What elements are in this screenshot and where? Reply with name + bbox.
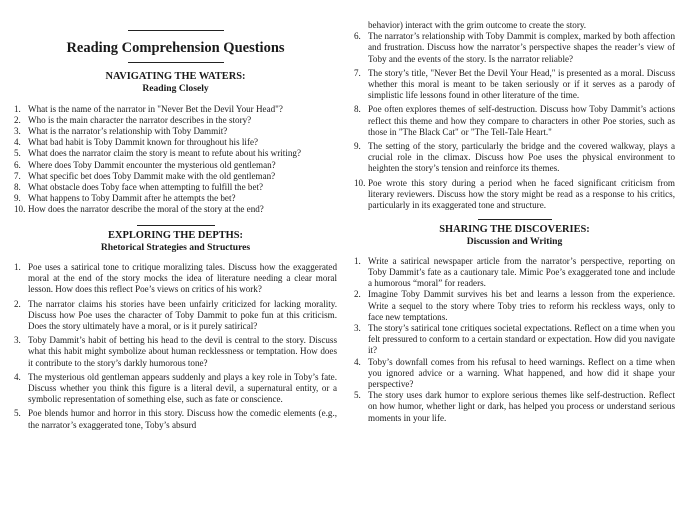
section2-subtitle: Rhetorical Strategies and Structures (100, 241, 251, 253)
list-item: 9. What happens to Toby Dammit after he attempts the bet? (14, 193, 236, 204)
section2-title: EXPLORING THE DEPTHS: (108, 229, 243, 241)
section1-subtitle: Reading Closely (142, 83, 209, 94)
list-item: 8. Poe often explores themes of self-destruction. Discuss how Toby Dammit’s actions reflect this theme and how they compare to characters in other Poe stories, such as those in "The Black Cat" or "The Tell-Tale Heart." (354, 104, 675, 137)
list-item: 4. What bad habit is Toby Dammit known for throughout his life? (14, 137, 259, 148)
list-item: 1. What is the name of the narrator in "Never Bet the Devil Your Head"? (14, 103, 283, 114)
page-title: Reading Comprehension Questions (66, 40, 285, 56)
list-item: 8. What obstacle does Toby face when attempting to fulfill the bet? (14, 181, 264, 192)
section1-title: NAVIGATING THE WATERS: (105, 71, 246, 82)
list-item: 7. The story’s title, "Never Bet the Devil Your Head," is presented as a moral. Discuss whether this moral is meant to be taken seriously or if it serves as a parody of simplistic life lessons found in other literature of the time. (354, 67, 675, 101)
section2-list-continued (354, 31, 675, 211)
list-item: 6. Where does Toby Dammit encounter the mysterious old gentleman? (14, 159, 276, 170)
section3-list (354, 256, 675, 424)
list-item: 10. Poe wrote this story during a period when he faced significant criticism from literary reviewers. Discuss how the story might be read as a response to his critics, particularly in its exaggerated tone and structure. (354, 177, 675, 211)
list-item: 4. The mysterious old gentleman appears suddenly and plays a key role in Toby’s fate. Discuss whether you think this figure is a literal devil, a supernatural entity, or a symbolic representation of something else, such as fate or conscience. (14, 371, 337, 405)
list-item: 2. The narrator claims his stories have been unfairly criticized for lacking morality. Discuss how Poe uses the character of Toby Dammit to poke fun at this criticism. Does the story ultimately have a moral, or is it purely satirical? (14, 298, 337, 332)
left-column (14, 0, 337, 431)
list-item: 4. Toby’s downfall comes from his refusal to heed warnings. Reflect on a time when you ignored advice or a warning. What happened, and how did it shape your perspective? (354, 356, 675, 389)
list-item: 3. The story’s satirical tone critiques societal expectations. Reflect on a time when you felt pressured to conform to a certain standard or expectation. How did you navigate it? (354, 322, 675, 356)
right-column (354, 0, 675, 424)
list-item: 10. How does the narrator describe the moral of the story at the end? (14, 204, 264, 215)
continued-text: behavior) interact with the grim outcome to create the story. (368, 20, 587, 30)
list-item: 2. Imagine Toby Dammit survives his bet and learns a lesson from the experience. Write a sequel to the story where Toby tries to reform his reckless ways, only to face new temptations. (354, 289, 675, 322)
section3-title: SHARING THE DISCOVERIES: (439, 224, 590, 236)
list-item: 9. The setting of the story, particularly the bridge and the covered walkway, plays a crucial role in the climax. Discuss how Poe uses the physical environment to heighten the story’s tension and reinforce its themes. (354, 141, 675, 174)
list-item: 1. Poe uses a satirical tone to critique moralizing tales. Discuss how the exaggerated moral at the end of the story mocks the idea of literature needing a clear moral lesson. How does this reflect Poe’s views on critics of his work? (14, 262, 337, 295)
section1-list (14, 104, 337, 216)
list-item: 5. What does the narrator claim the story is meant to refute about his writing? (14, 148, 301, 159)
list-item: 7. What specific bet does Toby Dammit make with the old gentleman? (14, 170, 276, 181)
list-item: 3. Toby Dammit’s habit of betting his head to the devil is central to the story. Discuss what this habit might symbolize about human recklessness or temptation. How does it contribute to the story’s darkly humorous tone? (14, 335, 337, 368)
section3-subtitle: Discussion and Writing (466, 236, 563, 248)
list-item: 3. What is the narrator’s relationship with Toby Dammit? (14, 125, 228, 136)
list-item: 5. Poe blends humor and horror in this story. Discuss how the comedic elements (e.g., the narrator’s exaggerated tone, Toby’s absurd (14, 408, 337, 430)
list-item: 5. The story uses dark humor to explore serious themes like self-destruction. Reflect on how humor, whether light or dark, has helped you process or understand serious moments in your life. (354, 390, 675, 423)
list-item: 1. Write a satirical newspaper article from the narrator’s perspective, reporting on Toby Dammit’s fate as a cautionary tale. Mimic Poe’s exaggerated tone and include a humorous “moral” for readers. (354, 255, 675, 289)
list-item: 6. The narrator’s relationship with Toby Dammit is complex, marked by both affection and frustration. Discuss how the narrator’s perspective shapes the reader’s view of Toby and the events of the story. Is the narrator reliable? (354, 31, 675, 64)
section2-list (14, 262, 337, 431)
list-item: 2. Who is the main character the narrator describes in the story? (14, 114, 252, 125)
